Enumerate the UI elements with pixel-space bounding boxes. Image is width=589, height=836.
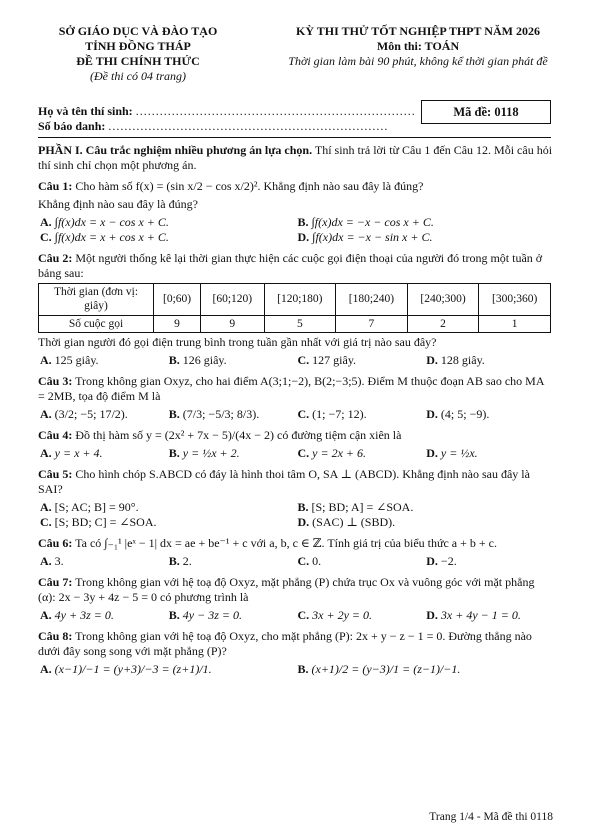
option-letter: D. — [426, 554, 438, 569]
option-text: y = x + 4. — [54, 446, 103, 461]
option-letter: D. — [297, 230, 310, 244]
option-a[interactable] — [38, 353, 167, 368]
option-letter: C. — [40, 515, 52, 530]
option-d[interactable] — [296, 515, 554, 530]
question-text: Đồ thị hàm số y = (2x² + 7x − 5)/(4x − 2) có đường tiệm cận xiên là — [72, 428, 402, 443]
option-d[interactable] — [424, 446, 553, 461]
option-text: ∫f(x)dx = −x − sin x + C. — [312, 230, 433, 244]
option-b[interactable] — [167, 608, 296, 623]
name-field[interactable]: ...................................................................... — [135, 104, 416, 118]
option-c[interactable] — [296, 608, 425, 623]
option-letter: A. — [40, 500, 52, 515]
option-b[interactable] — [167, 353, 296, 368]
option-text: (4; 5; −9). — [440, 407, 490, 422]
table-row — [39, 315, 551, 332]
option-text: [S; AC; B] = 90°. — [54, 500, 139, 515]
question-label: Câu 2: — [38, 251, 73, 265]
table-cell: 1 — [479, 315, 551, 332]
option-text: 128 giây. — [440, 353, 485, 368]
option-text: y = ½x. — [440, 446, 478, 461]
question-text: Cho hình chóp S.ABCD có đáy là hình thoi tâm O, SA ⊥ (ABCD). Khẳng định nào sau đây là SAI? — [38, 467, 530, 497]
option-text: y = ½x + 2. — [182, 446, 240, 461]
options — [38, 407, 553, 422]
id-field[interactable]: ...................................................................... — [108, 119, 389, 133]
option-text: ∫f(x)dx = x − cos x + C. — [54, 215, 169, 229]
part-intro: Thí sinh trả lời từ Câu 1 đến Câu 12. Mỗi câu hỏi thí sinh chỉ chọn một phương án. — [38, 143, 553, 172]
option-d[interactable] — [424, 608, 553, 623]
option-letter: C. — [297, 446, 310, 461]
options — [38, 353, 553, 368]
option-letter: D. — [426, 407, 438, 422]
option-text: 2. — [182, 554, 192, 569]
divider — [38, 137, 551, 138]
page-count-note: (Đề thi có 04 trang) — [90, 69, 186, 83]
option-a[interactable] — [38, 608, 167, 623]
option-letter: A. — [40, 446, 52, 461]
option-b[interactable] — [167, 554, 296, 569]
option-letter: D. — [426, 353, 438, 368]
option-text: 125 giây. — [54, 353, 99, 368]
option-text: 4y + 3z = 0. — [54, 608, 114, 623]
table-cell: [240;300) — [407, 284, 479, 316]
option-letter: C. — [297, 608, 310, 623]
table-row — [39, 284, 551, 316]
options — [38, 608, 553, 623]
question-label: Câu 8: — [38, 629, 73, 644]
question-label: Câu 7: — [38, 575, 73, 590]
header-left — [38, 24, 238, 84]
option-letter: A. — [40, 353, 52, 368]
option-letter: B. — [168, 353, 180, 368]
option-text: 126 giây. — [182, 353, 227, 368]
option-letter: A. — [40, 554, 52, 569]
table-cell: [60;120) — [201, 284, 264, 316]
option-letter: B. — [168, 608, 180, 623]
province-name: TỈNH ĐỒNG THÁP — [85, 39, 191, 53]
option-text: 4y − 3z = 0. — [182, 608, 242, 623]
question-label: Câu 5: — [38, 467, 73, 482]
option-letter: A. — [40, 215, 52, 229]
time-allowed: Thời gian làm bài 90 phút, không kể thời gian phát đề — [288, 54, 548, 68]
option-c[interactable] — [296, 554, 425, 569]
questions — [38, 143, 553, 677]
question-text: Trong không gian với hệ toạ độ Oxyz, cho mặt phẳng (P): 2x + y − z − 1 = 0. Đường thẳng nào dưới đây song song với mặt phẳng (P)? — [38, 629, 532, 659]
name-label: Họ và tên thí sinh: — [38, 104, 133, 118]
option-b[interactable] — [167, 407, 296, 422]
option-letter: B. — [168, 554, 180, 569]
option-letter: C. — [297, 407, 310, 422]
option-text: (3/2; −5; 17/2). — [54, 407, 128, 422]
table-cell: [180;240) — [336, 284, 408, 316]
option-text: (x+1)/2 = (y−3)/1 = (z−1)/−1. — [311, 662, 461, 677]
option-text: (SAC) ⊥ (SBD). — [312, 515, 396, 530]
option-letter: D. — [426, 608, 438, 623]
option-letter: B. — [168, 446, 180, 461]
option-letter: D. — [426, 446, 438, 461]
question-text: Trong không gian Oxyz, cho hai điểm A(3;1;−2), B(2;−3;5). Điểm M thuộc đoạn AB sao cho MA = 2MB, tọa độ điểm M là — [38, 374, 544, 404]
department-name: SỞ GIÁO DỤC VÀ ĐÀO TẠO — [58, 24, 218, 38]
option-letter: B. — [168, 407, 180, 422]
option-text: −2. — [440, 554, 457, 569]
question-label: Câu 3: — [38, 374, 73, 389]
table-cell: 7 — [336, 315, 408, 332]
options — [38, 446, 553, 461]
option-b[interactable] — [167, 446, 296, 461]
id-label: Số báo danh: — [38, 119, 106, 133]
exam-code: Mã đề: 0118 — [421, 100, 551, 124]
option-text: (7/3; −5/3; 8/3). — [182, 407, 260, 422]
option-c[interactable] — [296, 446, 425, 461]
option-text: [S; BD; A] = ∠SOA. — [311, 500, 414, 515]
option-letter: C. — [297, 554, 310, 569]
option-text: 127 giây. — [312, 353, 357, 368]
options — [38, 662, 553, 677]
question-label: Câu 6: — [38, 536, 73, 551]
question-subtext: Thời gian người đó gọi điện trung bình trong tuần gần nhất với giá trị nào sau đây? — [38, 335, 437, 350]
option-a[interactable] — [38, 215, 296, 230]
option-text: y = 2x + 6. — [312, 446, 367, 461]
option-a[interactable] — [38, 407, 167, 422]
header-right — [268, 24, 568, 69]
part-title: PHẦN I. Câu trắc nghiệm nhiều phương án lựa chọn. — [38, 143, 313, 157]
option-text: ∫f(x)dx = x + cos x + C. — [54, 230, 169, 244]
table-cell: 2 — [407, 315, 479, 332]
question-text: Một người thống kê lại thời gian thực hiện các cuộc gọi điện thoại của người đó trong một tuần ở bảng sau: — [38, 251, 543, 280]
option-a[interactable] — [38, 500, 296, 515]
option-d[interactable] — [424, 353, 553, 368]
question-label: Câu 1: — [38, 179, 73, 193]
option-text: 3x + 4y − 1 = 0. — [440, 608, 521, 623]
option-d[interactable] — [296, 230, 554, 245]
option-letter: C. — [40, 230, 52, 244]
subject: Môn thi: TOÁN — [376, 39, 460, 53]
option-letter: D. — [297, 515, 310, 530]
table-cell: [120;180) — [264, 284, 336, 316]
question-text: Trong không gian với hệ toạ độ Oxyz, mặt phẳng (P) chứa trục Ox và vuông góc với mặt phẳng (α): 2x − 3y + 4z − 5 = 0 có phương trình là — [38, 575, 535, 605]
option-text: [S; BD; C] = ∠SOA. — [54, 515, 157, 530]
question-8 — [38, 629, 553, 677]
option-letter: C. — [297, 353, 310, 368]
option-c[interactable] — [38, 230, 296, 245]
option-letter: A. — [40, 662, 52, 677]
table-cell: 9 — [154, 315, 201, 332]
option-letter: B. — [297, 662, 309, 677]
option-a[interactable] — [38, 446, 167, 461]
table-cell: Thời gian (đơn vị: giây) — [39, 284, 154, 316]
option-letter: A. — [40, 407, 52, 422]
option-letter: B. — [297, 215, 309, 229]
option-d[interactable] — [424, 554, 553, 569]
option-text: (x−1)/−1 = (y+3)/−3 = (z+1)/1. — [54, 662, 212, 677]
question-3 — [38, 374, 553, 422]
question-5 — [38, 467, 553, 530]
option-c[interactable] — [296, 353, 425, 368]
candidate-info — [38, 104, 416, 134]
option-letter: B. — [297, 500, 309, 515]
table-cell: [300;360) — [479, 284, 551, 316]
option-letter: A. — [40, 608, 52, 623]
official-exam-label: ĐỀ THI CHÍNH THỨC — [76, 54, 200, 68]
question-4 — [38, 428, 553, 461]
question-text: Ta có ∫₋₁¹ |eˣ − 1| dx = ae + be⁻¹ + c với a, b, c ∈ ℤ. Tính giá trị của biểu thức a + b + c. — [72, 536, 497, 551]
option-b[interactable] — [296, 662, 554, 677]
option-text: ∫f(x)dx = −x − cos x + C. — [311, 215, 434, 229]
question-6 — [38, 536, 553, 569]
page-footer: Trang 1/4 - Mã đề thi 0118 — [429, 810, 553, 823]
option-text: 3x + 2y = 0. — [312, 608, 373, 623]
question-2 — [38, 251, 553, 368]
option-text: (1; −7; 12). — [312, 407, 367, 422]
question-subtext: Khẳng định nào sau đây là đúng? — [38, 197, 198, 211]
table-cell: 9 — [201, 315, 264, 332]
question-7 — [38, 575, 553, 623]
question-1 — [38, 179, 553, 245]
option-b[interactable] — [296, 500, 554, 515]
option-text: 0. — [312, 554, 322, 569]
call-time-table — [38, 283, 551, 333]
option-a[interactable] — [38, 554, 167, 569]
option-c[interactable] — [38, 515, 296, 530]
table-cell: [0;60) — [154, 284, 201, 316]
table-cell: 5 — [264, 315, 336, 332]
table-cell: Số cuộc gọi — [39, 315, 154, 332]
option-c[interactable] — [296, 407, 425, 422]
option-d[interactable] — [424, 407, 553, 422]
question-text: Cho hàm số f(x) = (sin x/2 − cos x/2)². Khẳng định nào sau đây là đúng? — [72, 179, 424, 193]
options — [38, 215, 553, 245]
option-b[interactable] — [296, 215, 554, 230]
options — [38, 500, 553, 530]
options — [38, 554, 553, 569]
option-text: 3. — [54, 554, 64, 569]
option-a[interactable] — [38, 662, 296, 677]
exam-title: KỲ THI THỬ TỐT NGHIỆP THPT NĂM 2026 — [296, 24, 540, 38]
question-label: Câu 4: — [38, 428, 73, 443]
